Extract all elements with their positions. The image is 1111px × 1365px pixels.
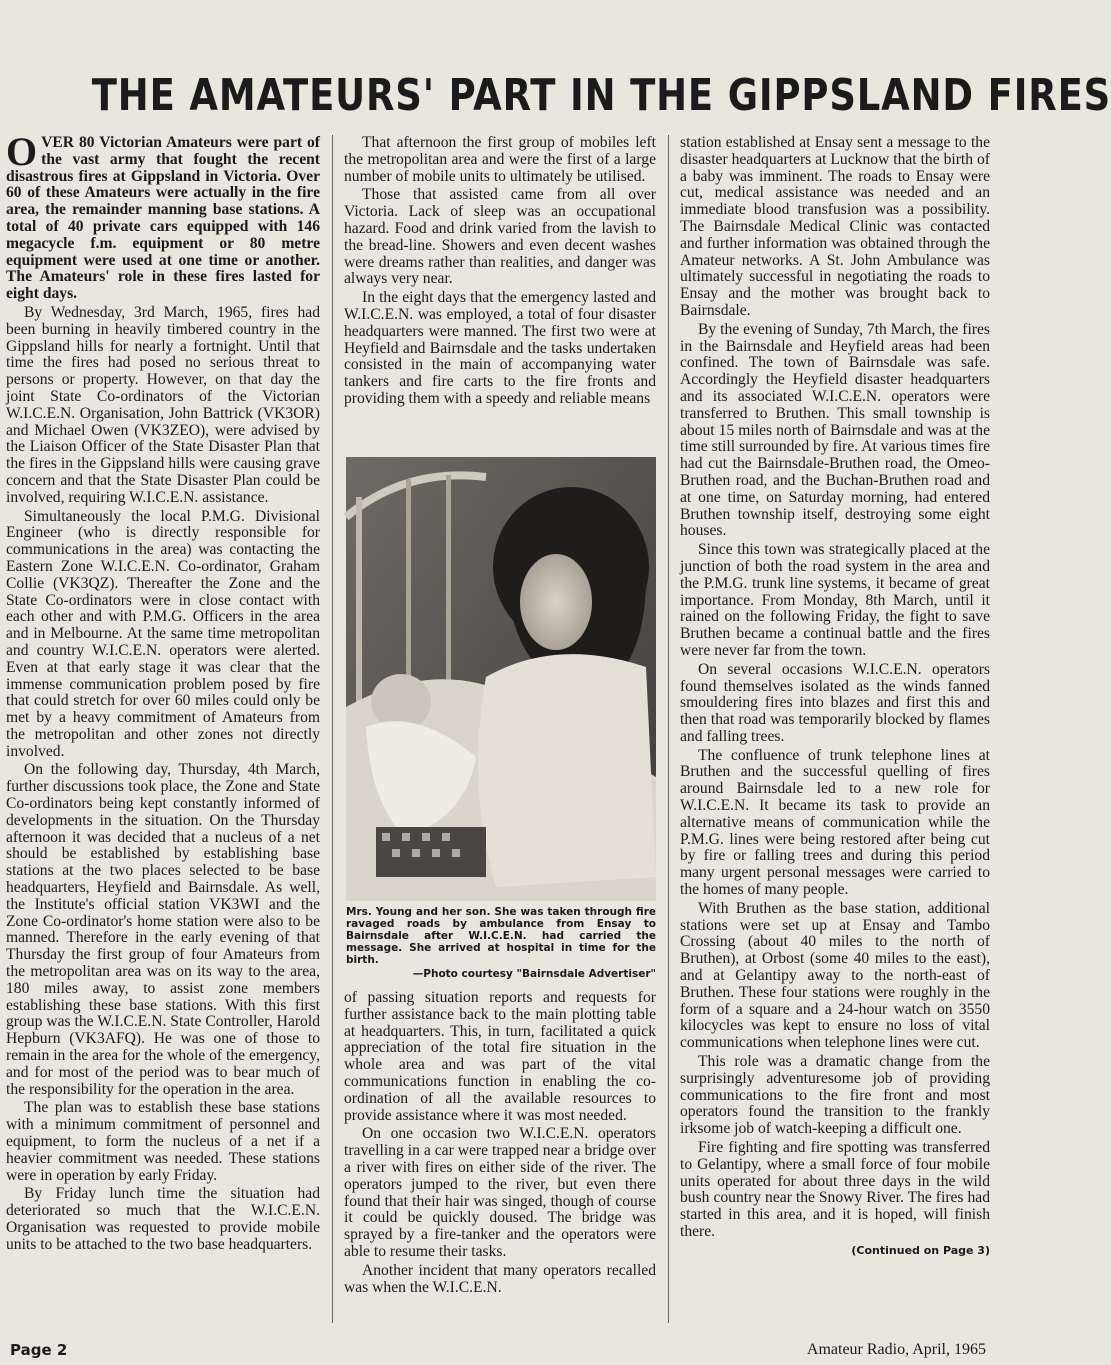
photo-illustration	[346, 457, 656, 901]
paragraph: Simultaneously the local P.M.G. Divisional Engineer (who is directly responsible for communications in the area) was contacting the Eastern Zone W.I.C.E.N. Co-ordinator, Graham Collie (VK3QZ). Thereafter the Zone and the State Co-ordinators were in close contact with each other and with P.M.G. Officers in the area and in Melbourne. At the same time metropolitan and country W.I.C.E.N. operators were alerted. Even at that early stage it was clear that the immense communication problem posed by fire that could stretch for over 60 miles could only be met by a heavy commitment of Amateurs from the metropolitan and other zones not directly involved.	[6, 507, 320, 760]
column-3	[680, 135, 990, 1260]
lead-paragraph	[6, 129, 320, 303]
column-2-top	[344, 135, 656, 410]
page-number: Page 2	[10, 1341, 68, 1359]
headline: THE AMATEURS' PART IN THE GIPPSLAND FIRES	[91, 70, 1111, 121]
paragraph: By Friday lunch time the situation had deteriorated so much that the W.I.C.E.N. Organisation was requested to provide mobile units to be attached to the two base headquarters.	[6, 1185, 320, 1253]
paragraph: On several occasions W.I.C.E.N. operators found themselves isolated as the winds fanned smouldering fires into blazes and first this and then that road was temporarily blocked by flames and falling trees.	[680, 660, 990, 745]
drop-cap: O	[6, 129, 38, 174]
column-divider	[332, 135, 333, 1323]
paragraph: Another incident that many operators recalled was when the W.I.C.E.N.	[344, 1261, 656, 1296]
publication-info: Amateur Radio, April, 1965	[806, 1341, 986, 1358]
continued-note: (Continued on Page 3)	[851, 1243, 990, 1257]
paragraph: station established at Ensay sent a message to the disaster headquarters at Lucknow that the birth of a baby was imminent. The roads to Ensay were cut, medical assistance was needed and an immediate blood transfusion was a possibility. The Bairnsdale Medical Clinic was contacted and further information was obtained through the Amateur networks. A St. John Ambulance was ultimately successful in negotiating the roads to Ensay and the mother was brought back to Bairnsdale.	[680, 134, 990, 319]
caption-text: Mrs. Young and her son. She was taken through fire ravaged roads by ambulance from Ensay to Bairnsdale after W.I.C.E.N. had carried the message. She arrived at hospital in time for the birth.	[346, 906, 656, 966]
paragraph: That afternoon the first group of mobiles left the metropolitan area and were the first of a large number of mobile units to ultimately be utilised.	[344, 134, 656, 185]
paragraph: By the evening of Sunday, 7th March, the fires in the Bairnsdale and Heyfield areas had been confined. The town of Bairnsdale was safe. Accordingly the Heyfield disaster headquarters and its associated W.I.C.E.N. operators were transferred to Bruthen. This small township is about 15 miles north of Bairnsdale and was at the time still surrounded by fire. At various times fire had cut the Bairnsdale-Bruthen road, the Omeo-Bruthen road, and the Buchan-Bruthen road and at one time, on Saturday morning, had entered Bruthen township itself, destroying some eight houses.	[680, 320, 990, 540]
paragraph: On the following day, Thursday, 4th March, further discussions took place, the Zone and State Co-ordinators being kept constantly informed of developments in the situation. On the Thursday afternoon it was decided that a nucleus of a net should be established by establishing base stations at the two places selected to be base headquarters, Heyfield and Bairnsdale. As well, the Institute's official station VK3WI and the Zone Co-ordinator's home station were also to be manned. Therefore in the early evening of that Thursday the first group of four Amateurs from the metropolitan area was on its way to the area, 180 miles away, to assist zone members establishing these base stations. With this first group was the W.I.C.E.N. State Controller, Harold Hepburn (VK3AFQ). He was one of those to remain in the area for the whole of the emergency, and for most of the period was to bear much of the responsibility for the operation in the area.	[6, 761, 320, 1098]
column-1	[6, 129, 320, 1256]
photo-caption	[346, 906, 656, 980]
photo-mother-and-baby	[346, 457, 656, 901]
column-2-bottom	[344, 990, 656, 1298]
paragraph: This role was a dramatic change from the surprisingly adventuresome job of providing communications to the fire front and most operators found the transition to the frankly irksome job of watch-keeping a difficult one.	[680, 1053, 990, 1138]
paragraph: The confluence of trunk telephone lines at Bruthen and the successful quelling of fires around Bairnsdale led to a new role for W.I.C.E.N. It became its task to provide an alternative means of communication while the P.M.G. lines were being restored after being cut by fire or falling trees and during this period many urgent personal messages were carried to the homes of many people.	[680, 746, 990, 899]
lead-text: VER 80 Victorian Amateurs were part of the vast army that fought the recent disastrous fires at Gippsland in Victoria. Over 60 of these Amateurs were actually in the fire area, the remainder manning base stations. A total of 40 private cars equipped with 146 megacycle f.m. equipment or 80 metre equipment were used at one time or another. The Amateurs' role in these fires lasted for eight days.	[6, 134, 320, 303]
paragraph: With Bruthen as the base station, additional stations were set up at Ensay and Tambo Crossing (about 40 miles to the north of Bruthen), at Orbost (some 40 miles to the east), and at Gelantipy away to the north-east of Bruthen. These four stations were roughly in the form of a square and a 24-hour watch on 3550 kilocycles was kept to ensure no loss of vital communications when telephone lines were cut.	[680, 899, 990, 1052]
paragraph: On one occasion two W.I.C.E.N. operators travelling in a car were trapped near a bridge over a river with fires on either side of the river. The operators jumped to the river, but even there found that their hair was singed, though of course it could be quickly doused. The bridge was sprayed by a fire-tanker and the operators were able to resume their tasks.	[344, 1125, 656, 1260]
paragraph: The plan was to establish these base stations with a minimum commitment of personnel and equipment, to form the nucleus of a net if a heavier commitment was needed. These stations were in operation by early Friday.	[6, 1099, 320, 1184]
paragraph: Fire fighting and fire spotting was transferred to Gelantipy, where a small force of four mobile units operated for about three days in the wild bush country near the Snowy River. The fires had started in this area, and it is hoped, will finish there.	[680, 1139, 990, 1240]
column-divider	[668, 135, 669, 1323]
paragraph: Those that assisted came from all over Victoria. Lack of sleep was an occupational hazard. Food and drink varied from the lavish to the bread-line. Showers and even decent washes were dreams rather than realities, and danger was always very near.	[344, 186, 656, 288]
paragraph: In the eight days that the emergency lasted and W.I.C.E.N. was employed, a total of four disaster headquarters were manned. The first two were at Heyfield and Bairnsdale and the tasks undertaken consisted in the main of accompanying water tankers and fire carts to the fire fronts and providing them with a speedy and reliable means	[344, 289, 656, 407]
paragraph: By Wednesday, 3rd March, 1965, fires had been burning in heavily timbered country in the Gippsland hills for nearly a fortnight. Until that time the fires had posed no serious threat to persons or property. However, on that day the joint State Co-ordinators of the Victorian W.I.C.E.N. Organisation, John Battrick (VK3OR) and Michael Owen (VK3ZEO), were advised by the Liaison Officer of the State Disaster Plan that the fires in the Gippsland hills were causing grave concern and that the State Disaster Plan could be involved, requiring W.I.C.E.N. assistance.	[6, 303, 320, 506]
photo-credit: —Photo courtesy "Bairnsdale Advertiser"	[412, 968, 656, 980]
paragraph: of passing situation reports and requests for further assistance back to the main plotting table at headquarters. This, in turn, facilitated a quick appreciation of the total fire situation in the whole area and was part of the vital communications function in enabling the co-ordination of all the available resources to provide assistance where it was most needed.	[344, 989, 656, 1124]
paragraph: Since this town was strategically placed at the junction of both the road system in the area and the P.M.G. trunk line systems, it became of great importance. From Monday, 8th March, until it rained on the following Friday, the fight to save Bruthen became a continual battle and the fires were never far from the town.	[680, 541, 990, 659]
